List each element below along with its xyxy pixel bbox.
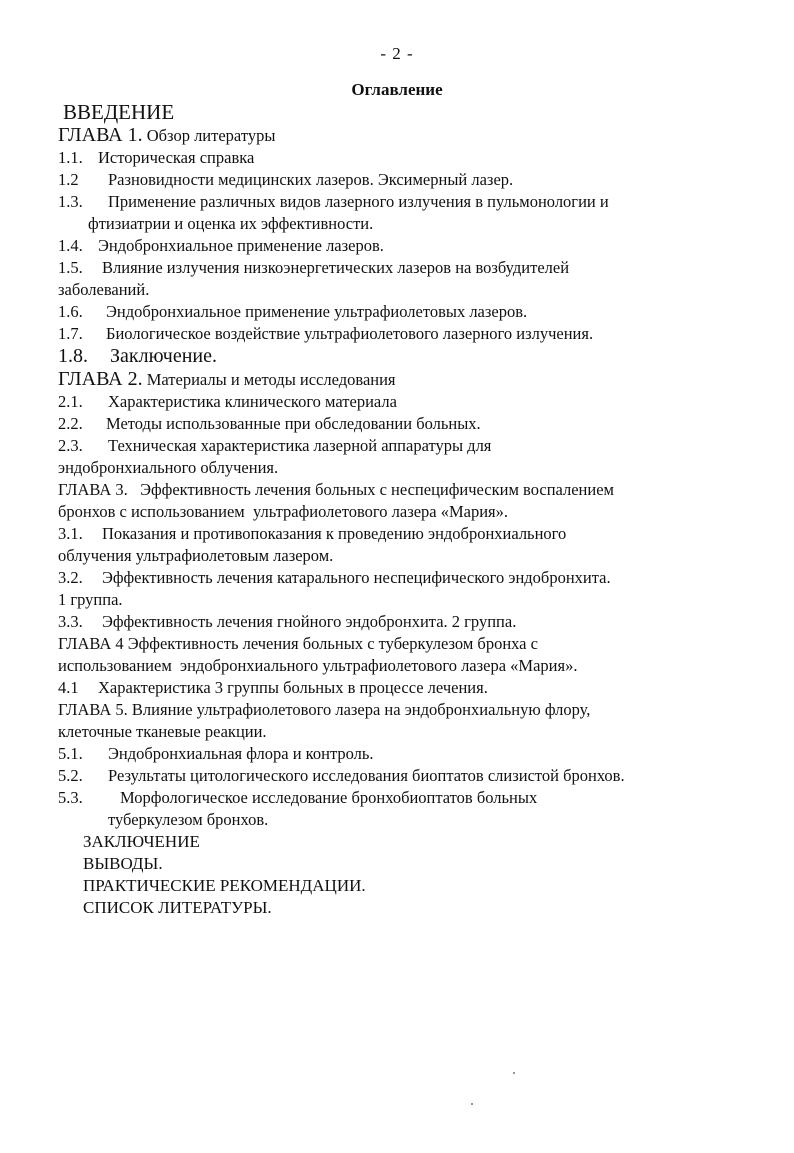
toc-section-1-8: 1.8. Заключение. <box>58 345 217 367</box>
toc-section-5-3: 5.3. Морфологическое исследование бронхобиоптатов больных <box>58 788 538 807</box>
toc-section-2-3-cont: эндобронхиального облучения. <box>58 458 279 477</box>
toc-section-1-6: 1.6. Эндобронхиальное применение ультрафиолетовых лазеров. <box>58 302 528 321</box>
toc-references: СПИСОК ЛИТЕРАТУРЫ. <box>83 898 272 917</box>
toc-section-3-2: 3.2. Эффективность лечения катарального неспецифического эндобронхита. <box>58 568 611 587</box>
toc-section-3-1: 3.1. Показания и противопоказания к проведению эндобронхиального <box>58 524 567 543</box>
toc-recommendations: ПРАКТИЧЕСКИЕ РЕКОМЕНДАЦИИ. <box>83 876 366 895</box>
scan-speck <box>471 1103 473 1105</box>
toc-section-2-1: 2.1. Характеристика клинического материала <box>58 392 397 411</box>
toc-section-2-2: 2.2. Методы использованные при обследовании больных. <box>58 414 481 433</box>
toc-chapter-5: ГЛАВА 5. Влияние ультрафиолетового лазера на эндобронхиальную флору, <box>58 700 591 719</box>
toc-introduction: ВВЕДЕНИЕ <box>63 100 175 124</box>
toc-section-4-1: 4.1 Характеристика 3 группы больных в процессе лечения. <box>58 678 488 697</box>
toc-section-1-3-cont: фтизиатрии и оценка их эффективности. <box>88 214 374 233</box>
toc-section-1-4: 1.4. Эндобронхиальное применение лазеров. <box>58 236 384 255</box>
toc-conclusion: ЗАКЛЮЧЕНИЕ <box>83 832 200 851</box>
scan-speck <box>513 1072 515 1074</box>
toc-findings: ВЫВОДЫ. <box>83 854 163 873</box>
toc-section-1-5: 1.5. Влияние излучения низкоэнергетических лазеров на возбудителей <box>58 258 570 277</box>
page-number: - 2 - <box>380 44 414 63</box>
toc-section-1-1: 1.1. Историческая справка <box>58 148 255 167</box>
table-of-contents <box>58 100 748 919</box>
toc-chapter-1: ГЛАВА 1. Обзор литературы <box>58 124 276 146</box>
toc-section-3-3: 3.3. Эффективность лечения гнойного эндобронхита. 2 группа. <box>58 612 517 631</box>
toc-chapter-5-cont: клеточные тканевые реакции. <box>58 722 267 741</box>
toc-chapter-4: ГЛАВА 4 Эффективность лечения больных с туберкулезом бронха с <box>58 634 538 653</box>
toc-section-1-7: 1.7. Биологическое воздействие ультрафиолетового лазерного излучения. <box>58 324 594 343</box>
toc-section-1-3: 1.3. Применение различных видов лазерного излучения в пульмонологии и <box>58 192 609 211</box>
toc-chapter-3-cont: бронхов с использованием ультрафиолетового лазера «Мария». <box>58 502 509 521</box>
toc-section-5-3-cont: туберкулезом бронхов. <box>108 810 269 829</box>
toc-section-5-2: 5.2. Результаты цитологического исследования биоптатов слизистой бронхов. <box>58 766 625 785</box>
toc-chapter-4-cont: использованием эндобронхиального ультрафиолетового лазера «Мария». <box>58 656 578 675</box>
toc-chapter-2: ГЛАВА 2. Материалы и методы исследования <box>58 368 396 390</box>
page-title: Оглавление <box>351 80 443 99</box>
toc-section-3-2-cont: 1 группа. <box>58 590 123 609</box>
toc-section-2-3: 2.3. Техническая характеристика лазерной аппаратуры для <box>58 436 492 455</box>
toc-chapter-3: ГЛАВА 3. Эффективность лечения больных с неспецифическим воспалением <box>58 480 614 499</box>
toc-section-1-5-cont: заболеваний. <box>58 280 150 299</box>
toc-section-1-2: 1.2 Разновидности медицинских лазеров. Эксимерный лазер. <box>58 170 514 189</box>
toc-section-3-1-cont: облучения ультрафиолетовым лазером. <box>58 546 334 565</box>
toc-section-5-1: 5.1. Эндобронхиальная флора и контроль. <box>58 744 374 763</box>
